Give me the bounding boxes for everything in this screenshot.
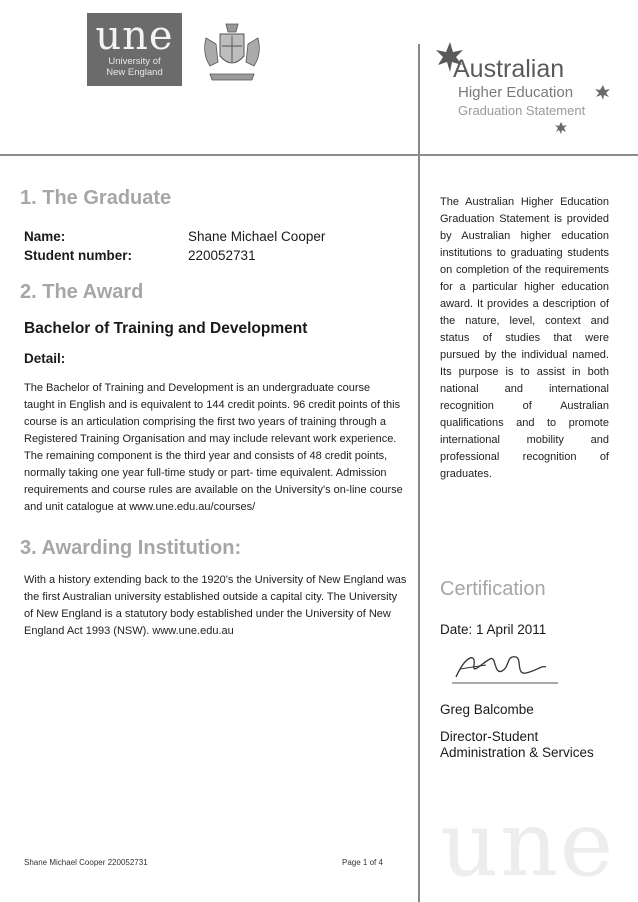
institution-line: With a history extending back to the 1920's the University of New England was	[24, 574, 407, 586]
institution-heading: 3. Awarding Institution:	[20, 537, 242, 559]
award-heading: 2. The Award	[20, 281, 144, 303]
une-logo	[87, 13, 182, 86]
graduate-heading: 1. The Graduate	[20, 187, 172, 209]
coat-of-arms-icon	[200, 16, 264, 82]
award-detail-line: Registered Training Organisation and may include relevant work experience.	[24, 433, 397, 445]
une-watermark: une	[440, 792, 616, 897]
detail-label: Detail:	[24, 351, 66, 366]
signatory-role-line2: Administration & Services	[440, 745, 594, 760]
institution-line: the first Australian university established outside a capital city. The University	[24, 591, 398, 603]
une-logo-line2: New England	[106, 67, 163, 78]
award-detail-paragraph	[24, 380, 414, 516]
une-logo-line1: University of	[108, 56, 161, 67]
signature-icon	[446, 645, 566, 695]
institution-line: England Act 1993 (NSW). www.une.edu.au	[24, 625, 234, 637]
certification-heading: Certification	[440, 578, 546, 600]
name-label: Name:	[24, 229, 66, 244]
award-detail-line: The remaining component is the third year and consists of 48 credit points,	[24, 450, 388, 462]
institution-line: of New England is a statutory body established under the University of New	[24, 608, 391, 620]
student-number-value: 220052731	[188, 248, 256, 263]
une-logo-text: une	[95, 13, 174, 59]
award-title: Bachelor of Training and Development	[24, 320, 308, 337]
signatory-name: Greg Balcombe	[440, 702, 534, 717]
award-detail-line: and unit catalogue at www.une.edu.au/courses/	[24, 501, 256, 513]
name-value: Shane Michael Cooper	[188, 229, 326, 244]
aus-logo-higher-education: Higher Education	[458, 84, 574, 101]
column-divider	[418, 44, 420, 902]
header-divider	[0, 154, 638, 156]
aus-logo-title: Australian	[453, 55, 565, 83]
statement-intro: The Australian Higher Education Graduation Statement is provided by Australian higher education institutions to graduating students on completion of the requirements for a particular higher education award. It provides a description of the nature, level, context and status of studies that were pursued by the individual named. Its purpose is to assist in both national and international recognition of Australian qualifications and to promote international mobility and professional recognition of graduates.	[440, 196, 609, 480]
signatory-role-line1: Director-Student	[440, 729, 539, 744]
award-detail-line: requirements and course rules are available on the University's on-line course	[24, 484, 403, 496]
award-detail-line: taught in English and is equivalent to 144 credit points. 96 credit points of this	[24, 399, 401, 411]
certification-date: Date: 1 April 2011	[440, 622, 547, 637]
award-detail-line: The Bachelor of Training and Development is an undergraduate course	[24, 382, 371, 394]
student-number-label: Student number:	[24, 248, 132, 263]
award-detail-line: course is an articulation comprising the first two years of training through a	[24, 416, 386, 428]
award-detail-line: normally taking one year full-time study or part- time equivalent. Admission	[24, 467, 387, 479]
footer-student: Shane Michael Cooper 220052731	[24, 858, 148, 867]
aus-logo-graduation-statement: Graduation Statement	[458, 103, 586, 118]
footer-page-number: Page 1 of 4	[342, 858, 383, 867]
institution-paragraph	[24, 572, 414, 640]
